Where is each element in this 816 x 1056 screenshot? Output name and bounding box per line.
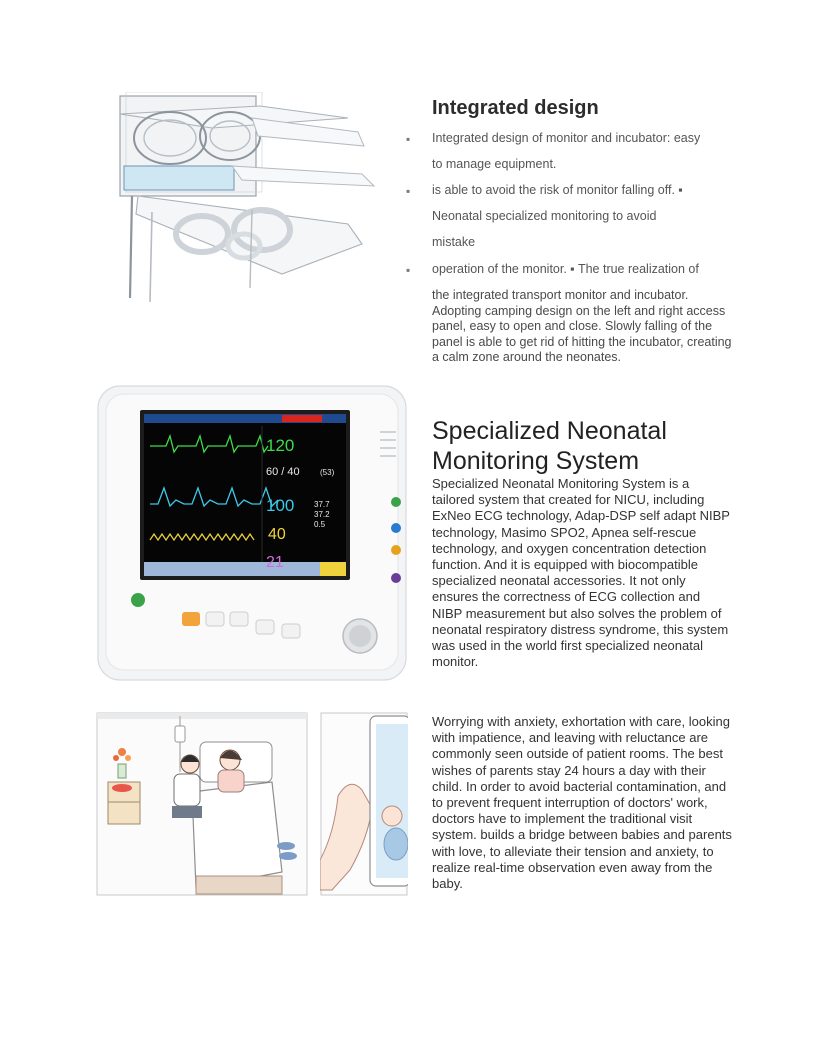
feature-line: Neonatal specialized monitoring to avoid xyxy=(432,209,657,223)
visit-system-paragraph: Worrying with anxiety, exhortation with care, looking with impatience, and leaving with reluctance are commonly seen outside of patient rooms. The best wishes of parents stay 24 hours a day with their child. In order to avoid bacterial contamination, and to prevent frequent interruption of doctors' work, doctors have to implement the traditional visit system. builds a bridge between babies and parents with love, to alleviate their tension and anxiety, to realize real-time observation even away from the baby. xyxy=(432,714,732,892)
bullet-marker: ▪ xyxy=(406,184,411,198)
monitor-nibp-value: 60 / 40 xyxy=(266,466,300,478)
monitor-hr-value: 120 xyxy=(266,436,295,455)
section-title-integrated-design: Integrated design xyxy=(432,97,599,119)
monitor-nibp-mean: (53) xyxy=(320,468,335,477)
bullet-marker: ▪ xyxy=(406,132,411,146)
monitor-temp-diff-value: 0.5 xyxy=(314,520,326,529)
monitor-co2-value: 21 xyxy=(266,554,284,571)
title-line-2: Monitoring System xyxy=(432,447,640,475)
feature-line: to manage equipment. xyxy=(432,157,557,171)
feature-line: is able to avoid the risk of monitor falling off. ▪ xyxy=(432,183,683,197)
monitor-resp-value: 40 xyxy=(268,526,286,543)
integrated-design-paragraph: the integrated transport monitor and incubator. Adopting camping design on the left and right access panel, easy to open and close. Slowly falling of the panel is able to get rid of hitting the incubator, creating a calm zone around the neonates. xyxy=(432,288,732,364)
title-line-1: Specialized Neonatal xyxy=(432,417,667,445)
neonatal-monitoring-paragraph: Specialized Neonatal Monitoring System is a tailored system that created for NICU, including ExNeo ECG technology, Adap-DSP self adapt NIBP technology, Masimo SPO2, Apnea self-rescue technology, and oxygen concentration detection function. And it is equipped with biocompatible specialized neonatal accessories. It not only ensures the correctness of ECG collection and NIBP measurement but also solves the problem of neonatal respiratory distress syndrome, this system was used in the world first specialized neonatal monitor. xyxy=(432,476,730,670)
patient-monitor-photo xyxy=(96,384,408,684)
monitor-spo2-value: 100 xyxy=(266,496,295,515)
incubator-illustration xyxy=(112,92,384,304)
section-title-neonatal-monitoring xyxy=(432,416,762,476)
feature-line: operation of the monitor. ▪ The true realization of xyxy=(432,262,699,276)
monitor-temp2-value: 37.2 xyxy=(314,510,330,519)
tablet-viewing-illustration xyxy=(320,712,408,896)
bullet-marker: ▪ xyxy=(406,263,411,277)
hospital-ward-illustration xyxy=(96,712,308,896)
feature-line: Integrated design of monitor and incubator: easy xyxy=(432,131,701,145)
feature-line: mistake xyxy=(432,235,476,249)
monitor-temp1-value: 37.7 xyxy=(314,500,330,509)
